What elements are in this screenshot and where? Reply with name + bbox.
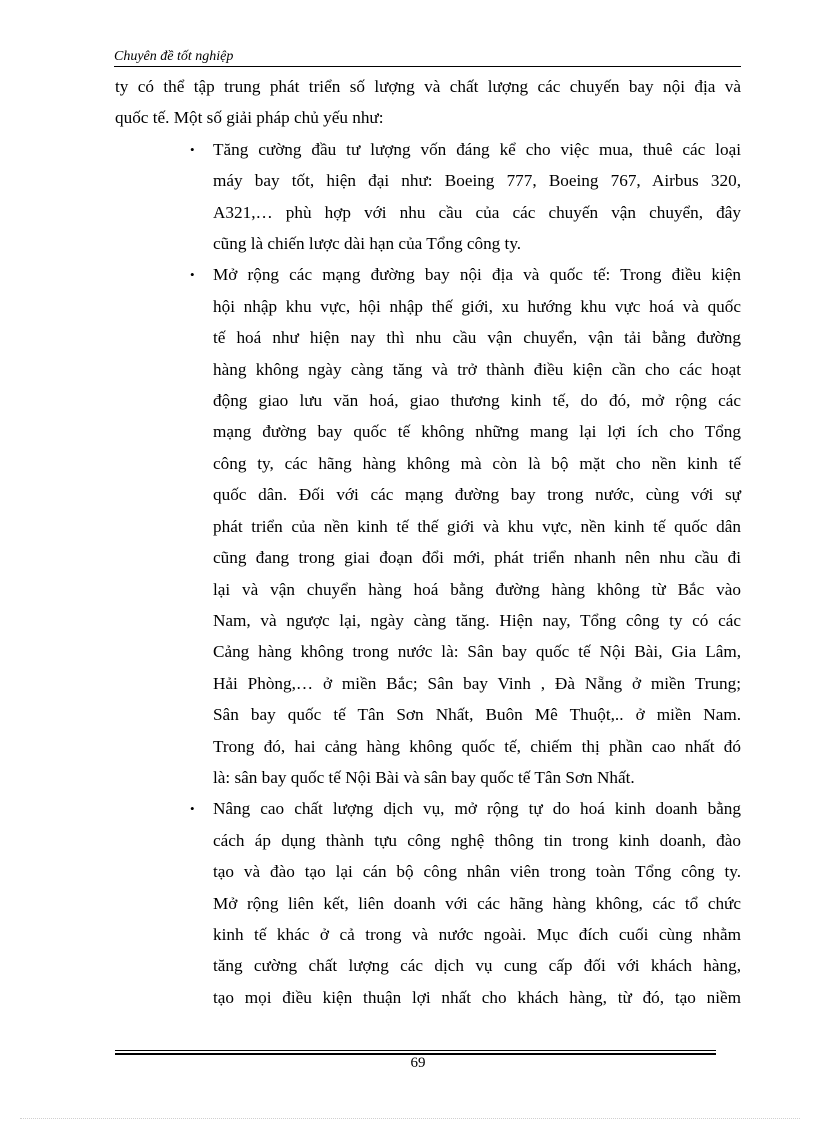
text-line: quốc dân. Đối với các mạng đường bay trong nước, cùng với sự	[213, 485, 741, 505]
text-line: Tăng cường đầu tư lượng vốn đáng kể cho việc mua, thuê các loại	[213, 139, 741, 159]
text-line: Nâng cao chất lượng dịch vụ, mở rộng tự do hoá kinh doanh bằng	[213, 799, 741, 819]
page-number-text: 69	[410, 1055, 426, 1071]
text-line: cách áp dụng thành tựu công nghệ thông tin trong kinh doanh, đào	[213, 830, 741, 850]
page-number	[0, 1054, 816, 1072]
solutions-bullet-list	[115, 134, 741, 1013]
bullet-dot-icon: •	[190, 141, 195, 157]
bullet-item	[115, 259, 741, 793]
running-header-title: Chuyên đề tốt nghiệp	[114, 49, 234, 64]
text-line: tế hoá như hiện nay thì nhu cầu vận chuyển, vận tải bằng đường	[213, 328, 741, 348]
bullet-item	[115, 134, 741, 260]
text-line: kinh tế khác ở cả trong và nước ngoài. Mục đích cuối cùng nhằm	[213, 924, 741, 944]
footer-rule	[115, 1050, 716, 1051]
bullet-item	[115, 793, 741, 1013]
page-edge-divider	[20, 1118, 800, 1119]
bullet-dot-icon: •	[190, 801, 195, 817]
text-line: cũng là chiến lược dài hạn của Tổng công ty.	[213, 234, 522, 254]
text-line: động giao lưu văn hoá, giao thương kinh tế, do đó, mở rộng các	[213, 391, 741, 411]
text-line: Trong đó, hai cảng hàng không quốc tế, chiếm thị phần cao nhất đó	[213, 736, 741, 756]
text-line: quốc tế. Một số giải pháp chủ yếu như:	[115, 108, 384, 128]
text-line: là: sân bay quốc tế Nội Bài và sân bay quốc tế Tân Sơn Nhất.	[213, 767, 635, 787]
text-line: phát triển của nền kinh tế thế giới và khu vực, nền kinh tế quốc dân	[213, 516, 741, 536]
text-line: Mở rộng các mạng đường bay nội địa và quốc tế: Trong điều kiện	[213, 265, 741, 285]
text-line: Sân bay quốc tế Tân Sơn Nhất, Buôn Mê Thuột,.. ở miền Nam.	[213, 705, 741, 725]
text-line: hội nhập khu vực, hội nhập thế giới, xu hướng khu vực hoá và quốc	[213, 296, 741, 316]
text-line: tạo và đào tạo lại cán bộ công nhân viên trong toàn Tổng công ty.	[213, 862, 741, 882]
intro-paragraph	[115, 71, 741, 134]
text-line: tăng cường chất lượng các dịch vụ cung cấp đối với khách hàng,	[213, 956, 741, 976]
document-body	[115, 71, 741, 1013]
text-line: công ty, các hãng hàng không mà còn là bộ mặt cho nền kinh tế	[213, 453, 741, 473]
text-line: Hải Phòng,… ở miền Bắc; Sân bay Vinh , Đà Nẵng ở miền Trung;	[213, 673, 741, 693]
text-line: mạng đường bay quốc tế không những mang lại lợi ích cho Tổng	[213, 422, 741, 442]
text-line: máy bay tốt, hiện đại như: Boeing 777, Boeing 767, Airbus 320,	[213, 171, 741, 191]
text-line: lại và vận chuyển hàng hoá bằng đường hàng không từ Bắc vào	[213, 579, 741, 599]
text-line: Cảng hàng không trong nước là: Sân bay quốc tế Nội Bài, Gia Lâm,	[213, 642, 741, 662]
text-line: A321,… phù hợp với nhu cầu của các chuyến vận chuyển, đây	[213, 202, 741, 222]
text-line: Mở rộng liên kết, liên doanh với các hãng hàng không, các tổ chức	[213, 893, 741, 913]
header-rule	[114, 66, 741, 67]
text-line: Nam, và ngược lại, ngày càng tăng. Hiện nay, Tổng công ty có các	[213, 610, 741, 630]
text-line: hàng không ngày càng tăng và trở thành điều kiện cần cho các hoạt	[213, 359, 741, 379]
text-line: ty có thể tập trung phát triển số lượng và chất lượng các chuyến bay nội địa và	[115, 77, 741, 96]
text-line: cũng đang trong giai đoạn đổi mới, phát triển nhanh nên nhu cầu đi	[213, 548, 741, 568]
bullet-dot-icon: •	[190, 267, 195, 283]
text-line: tạo mọi điều kiện thuận lợi nhất cho khách hàng, từ đó, tạo niềm	[213, 987, 741, 1007]
